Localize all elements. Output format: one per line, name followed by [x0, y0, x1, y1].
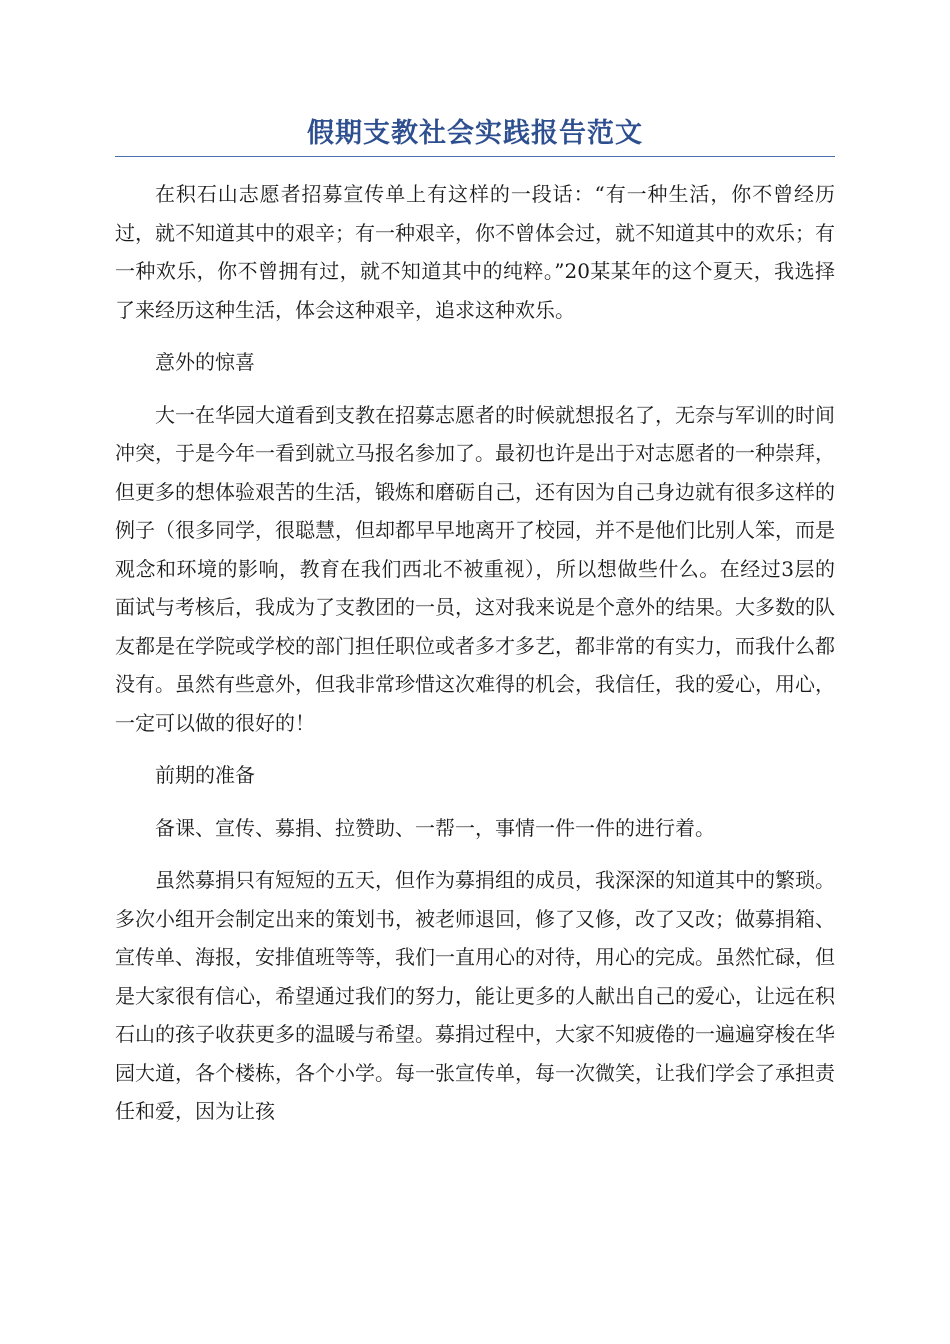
document-title: 假期支教社会实践报告范文: [307, 118, 643, 149]
paragraph-signup: 大一在华园大道看到支教在招募志愿者的时候就想报名了，无奈与军训的时间冲突，于是今年一看到就立马报名参加了。最初也许是出于对志愿者的一种崇拜，但更多的想体验艰苦的生活，锻炼和磨砺自己，还有因为自己身边就有很多这样的例子（很多同学，很聪慧，但却都早早地离开了校园，并不是他们比别人笨，而是观念和环境的影响，教育在我们西北不被重视），所以想做些什么。在经过3层的面试与考核后，我成为了支教团的一员，这对我来说是个意外的结果。大多数的队友都是在学院或学校的部门担任职位或者多才多艺，都非常的有实力，而我什么都没有。虽然有些意外，但我非常珍惜这次难得的机会，我信任，我的爱心，用心，一定可以做的很好的！: [115, 402, 835, 735]
title-underline: [115, 156, 835, 157]
document-page: [115, 112, 835, 1145]
section-heading-surprise: 意外的惊喜: [155, 350, 255, 374]
paragraph-fundraising: 虽然募捐只有短短的五天，但作为募捐组的成员，我深深的知道其中的繁琐。多次小组开会制定出来的策划书，被老师退回，修了又修，改了又改；做募捐箱、宣传单、海报，安排值班等等，我们一直用心的对待，用心的完成。虽然忙碌，但是大家很有信心，希望通过我们的努力，能让更多的人献出自己的爱心，让远在积石山的孩子收获更多的温暖与希望。募捐过程中，大家不知疲倦的一遍遍穿梭在华园大道，各个楼栋，各个小学。每一张宣传单，每一次微笑，让我们学会了承担责任和爱，因为让孩: [115, 868, 835, 1123]
paragraph-tasks: 备课、宣传、募捐、拉赞助、一帮一，事情一件一件的进行着。: [155, 815, 715, 840]
paragraph-intro: 在积石山志愿者招募宣传单上有这样的一段话：“有一种生活，你不曾经历过，就不知道其中的艰辛；有一种艰辛，你不曾体会过，就不知道其中的欢乐；有一种欢乐，你不曾拥有过，就不知道其中的纯粹。”20某某年的这个夏天，我选择了来经历这种生活，体会这种艰辛，追求这种欢乐。: [115, 182, 835, 322]
section-heading-preparation: 前期的准备: [155, 763, 255, 787]
